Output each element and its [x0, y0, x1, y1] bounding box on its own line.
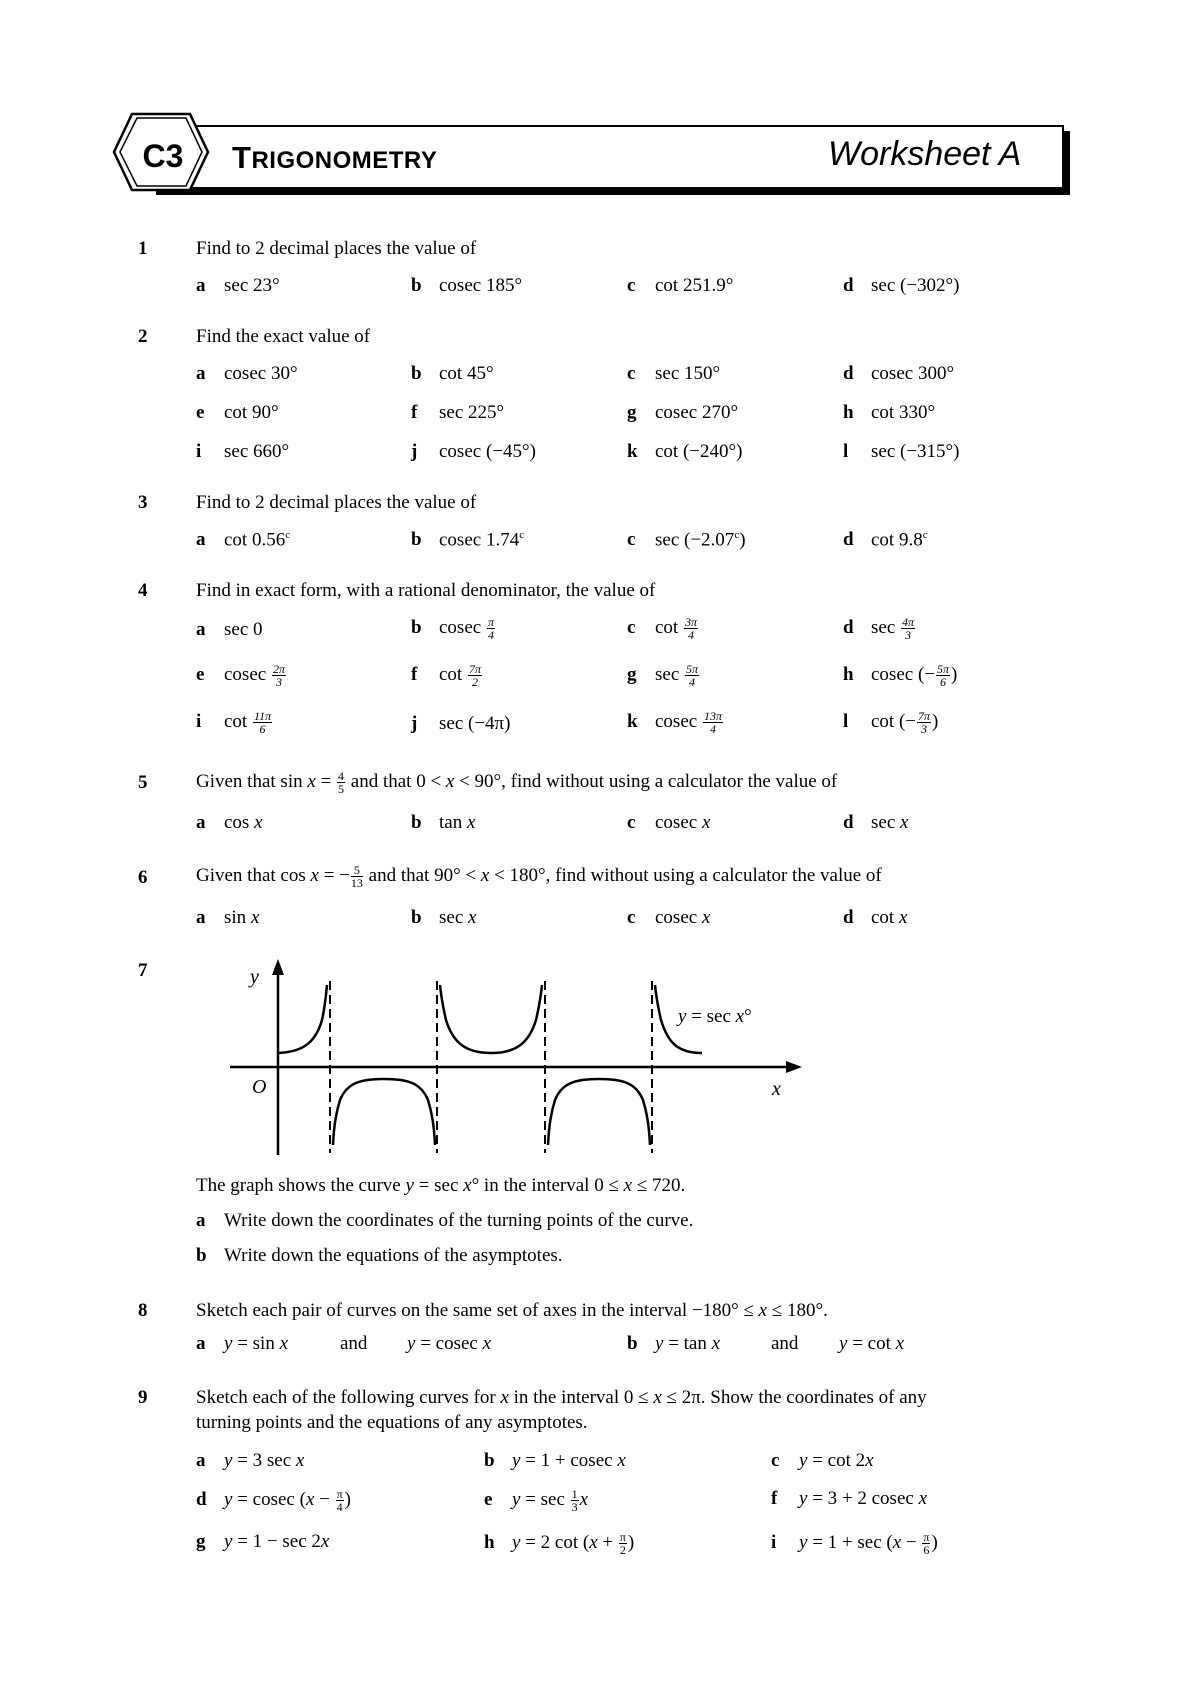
part-item: j cosec (−45°): [411, 441, 536, 462]
part-item: c sec (−2.07$^c$): [627, 529, 746, 551]
part-item: b Write down the equations of the asymptotes.: [196, 1245, 563, 1266]
question-text: Sketch each pair of curves on the same set of axes in the interval −180° ≤ x ≤ 180°.: [196, 1300, 828, 1321]
part-item: c y = cot 2x: [771, 1450, 874, 1471]
part-item: d y = cosec (x − $\frac{\pi}{4}$ ): [196, 1487, 351, 1514]
part-item: d cot x: [843, 907, 908, 928]
part-item: c cot 251.9°: [627, 275, 734, 296]
part-item: a Write down the coordinates of the turning points of the curve.: [196, 1210, 694, 1231]
part-item: l sec (−315°): [843, 441, 960, 462]
part-item: g cosec 270°: [627, 402, 739, 423]
x-axis-label: x: [772, 1078, 781, 1100]
part-item: h cosec (− $\frac{5\pi}{6}$ ): [843, 662, 958, 689]
part-item: a cot 0.56$^c$: [196, 529, 291, 551]
part-item: e cosec $\frac{2\pi}{3}$: [196, 662, 285, 689]
and-word: and: [340, 1333, 368, 1354]
part-item: i y = 1 + sec (x − $\frac{\pi}{6}$ ): [771, 1530, 938, 1557]
page-title: TRIGONOMETRY: [232, 140, 438, 175]
part-item: b y = tan x: [627, 1333, 721, 1354]
part-item: d sec x: [843, 812, 909, 833]
question-number: 1: [138, 238, 148, 259]
question-number: 6: [138, 867, 148, 888]
x-axis-arrow: [786, 1061, 802, 1073]
question-text: Find to 2 decimal places the value of: [196, 492, 477, 513]
question-text: The graph shows the curve y = sec x° in the interval 0 ≤ x ≤ 720.: [196, 1175, 686, 1196]
question-text: Given that cos x = − $\frac{5}{13}$ and that 90° < x < 180°, find without using a calculator the value of: [196, 863, 882, 890]
part-item: b cosec 1.74$^c$: [411, 529, 525, 551]
part-item: b tan x: [411, 812, 476, 833]
part-item: f cot $\frac{7\pi}{2}$: [411, 662, 481, 689]
question-number: 7: [138, 960, 148, 981]
curve-label: y = sec x°: [678, 1006, 752, 1027]
part-item: a sec 0: [196, 619, 263, 640]
part-item: d sec (−302°): [843, 275, 960, 296]
part-item: c cosec x: [627, 812, 711, 833]
question-number: 5: [138, 772, 148, 793]
question-text: Find to 2 decimal places the value of: [196, 238, 477, 259]
part-item: i sec 660°: [196, 441, 290, 462]
part-item: k cot (−240°): [627, 441, 743, 462]
question-number: 4: [138, 580, 148, 601]
part-item: c sec 150°: [627, 363, 721, 384]
question-text: Sketch each of the following curves for x in the interval 0 ≤ x ≤ 2π. Show the coordinates of any: [196, 1387, 927, 1408]
question-number: 9: [138, 1387, 148, 1408]
origin-label: O: [252, 1076, 267, 1098]
part-item: f sec 225°: [411, 402, 505, 423]
part-item: b cosec 185°: [411, 275, 523, 296]
part-item: d sec $\frac{4\pi}{3}$: [843, 615, 915, 642]
question-number: 3: [138, 492, 148, 513]
part-item: c cot $\frac{3\pi}{4}$: [627, 615, 697, 642]
part-item: a cos x: [196, 812, 263, 833]
sec-graph: [220, 955, 820, 1170]
question-text: Find in exact form, with a rational denominator, the value of: [196, 580, 656, 601]
question-text: turning points and the equations of any asymptotes.: [196, 1412, 588, 1433]
and-word: and: [771, 1333, 799, 1354]
part-item: k cosec $\frac{13\pi}{4}$: [627, 709, 722, 736]
part-item: g sec $\frac{5\pi}{4}$: [627, 662, 699, 689]
part-item: j sec (−4π): [411, 713, 511, 734]
part-item: h y = 2 cot (x + $\frac{\pi}{2}$ ): [484, 1530, 635, 1557]
part-item: a cosec 30°: [196, 363, 298, 384]
part-item: a sec 23°: [196, 275, 280, 296]
part-item: b cot 45°: [411, 363, 494, 384]
part-item: d cosec 300°: [843, 363, 955, 384]
part-item: e y = sec $\frac{1}{3}$ x: [484, 1487, 589, 1514]
question-text: Find the exact value of: [196, 326, 371, 347]
y-axis-arrow: [272, 959, 284, 975]
part-item: a sin x: [196, 907, 260, 928]
sec-curve: [278, 985, 702, 1145]
part-item: y = cot x: [839, 1333, 905, 1354]
part-item: i cot $\frac{11\pi}{6}$: [196, 709, 272, 736]
part-item: g y = 1 − sec 2x: [196, 1531, 330, 1552]
part-item: d cot 9.8$^c$: [843, 529, 928, 551]
part-item: l cot (− $\frac{7\pi}{3}$ ): [843, 709, 939, 736]
question-text: Given that sin x = $\frac{4}{5}$ and that 0 < x < 90°, find without using a calculator the value of: [196, 769, 838, 796]
part-item: h cot 330°: [843, 402, 936, 423]
part-item: e cot 90°: [196, 402, 279, 423]
part-item: b sec x: [411, 907, 477, 928]
part-item: a y = 3 sec x: [196, 1450, 305, 1471]
y-axis-label: y: [250, 966, 259, 988]
part-item: y = cosec x: [407, 1333, 492, 1354]
worksheet-label: Worksheet A: [828, 135, 1022, 173]
question-number: 8: [138, 1300, 148, 1321]
part-item: a y = sin x: [196, 1333, 289, 1354]
part-item: c cosec x: [627, 907, 711, 928]
part-item: b y = 1 + cosec x: [484, 1450, 626, 1471]
part-item: f y = 3 + 2 cosec x: [771, 1488, 927, 1509]
question-number: 2: [138, 326, 148, 347]
part-item: b cosec $\frac{\pi}{4}$: [411, 615, 494, 642]
unit-code: C3: [142, 138, 184, 174]
